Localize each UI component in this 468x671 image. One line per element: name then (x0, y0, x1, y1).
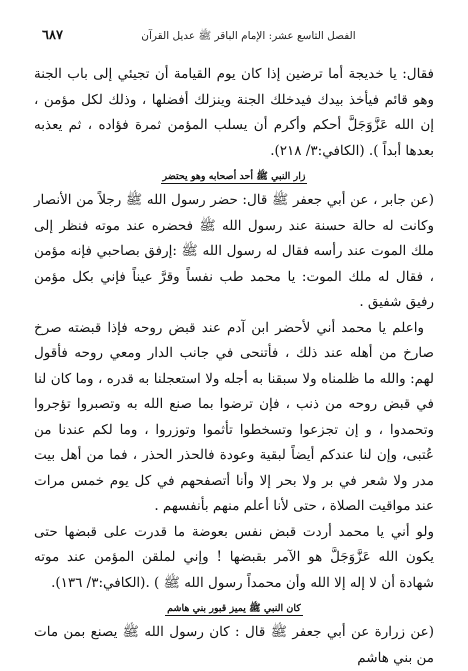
section-heading (34, 170, 434, 184)
page-header (34, 28, 434, 46)
section-prophet-visit (34, 170, 434, 596)
paragraph: واعلم يا محمد أني لأحضر ابن آدم عند قبض روحه فإذا قبضته صرخ صارخ من أهله عند ذلك ، فأتنحى في جانب الدار ومعي روحه فأقول لهم: والله ما ظلمناه ولا سبقنا به أجله ولا استعجلنا به قدره ، وما كان لنا في قبض روحه من ذنب ، فإن ترضوا بما صنع الله به وتصبروا تؤجروا وتحمدوا ، و إن تجزعوا وتسخطوا تأثموا وتوزروا ، وما لكم عندنا من عُتبى، وإن لنا عندكم أيضاً لبقية وعودة فالحذر الحذر ، فما من أهل بيت مدر ولا شعر في بر ولا بحر إلا وأنا أتصفحهم في كل يوم خمس مرات عند مواقيت الصلاة ، حتى لأنا أعلم منهم بأنفسهم . (34, 319, 434, 514)
section-hashim-graves (34, 602, 434, 671)
section-heading-text: كان النبي ﷺ يميز قبور بني هاشم (167, 603, 301, 614)
section-heading-text: زار النبي ﷺ أحد أصحابه وهو يحتضر (162, 171, 306, 182)
paragraph: ولو أني يا محمد أردت قبض نفس بعوضة ما قدرت على قبضها حتى يكون الله عَزَّوَجَلَّ هو الآمر بقبضها ! وإني لملقن المؤمن عند موته شهادة أن لا إله إلا الله وأن محمداً رسول الله ﷺ ) .(الكافي:٣/ ١٣٦). (34, 523, 434, 591)
page-number: ٦٨٧ (42, 28, 63, 43)
paragraph: (عن زرارة عن أبي جعفر ﷺ قال : كان رسول الله ﷺ يصنع بمن مات من بني هاشم (34, 624, 434, 666)
paragraph: (عن جابر ، عن أبي جعفر ﷺ قال: حضر رسول الله ﷺ رجلاً من الأنصار وكانت له حالة حسنة عند رسول الله ﷺ فحضره عند موته فنظر إلى ملك الموت عند رأسه فقال له رسول الله ﷺ :إرفق بصاحبي فإنه مؤمن ، فقال له ملك الموت: يا محمد طب نفساً وقرَّ عيناً فإني بكل مؤمن رفيق شفيق . (34, 192, 434, 310)
section-continuation (34, 62, 434, 164)
section-heading (34, 602, 434, 616)
running-title: الفصل التاسع عشر: الإمام الباقر ﷺ عديل القرآن (141, 30, 356, 42)
paragraph: فقال: يا خديجة أما ترضين إذا كان يوم القيامة أن تجيئي إلى باب الجنة وهو قائم فيأخذ بيدك فيدخلك الجنة وينزلك أفضلها ، وذلك لكل مؤمن ، إن الله عَزَّوَجَلَّ أحكم وأكرم أن يسلب المؤمن ثمرة فؤاده ، ثم يعذبه بعدها أبداً ). (الكافي:٣/ ٢١٨). (34, 66, 434, 159)
